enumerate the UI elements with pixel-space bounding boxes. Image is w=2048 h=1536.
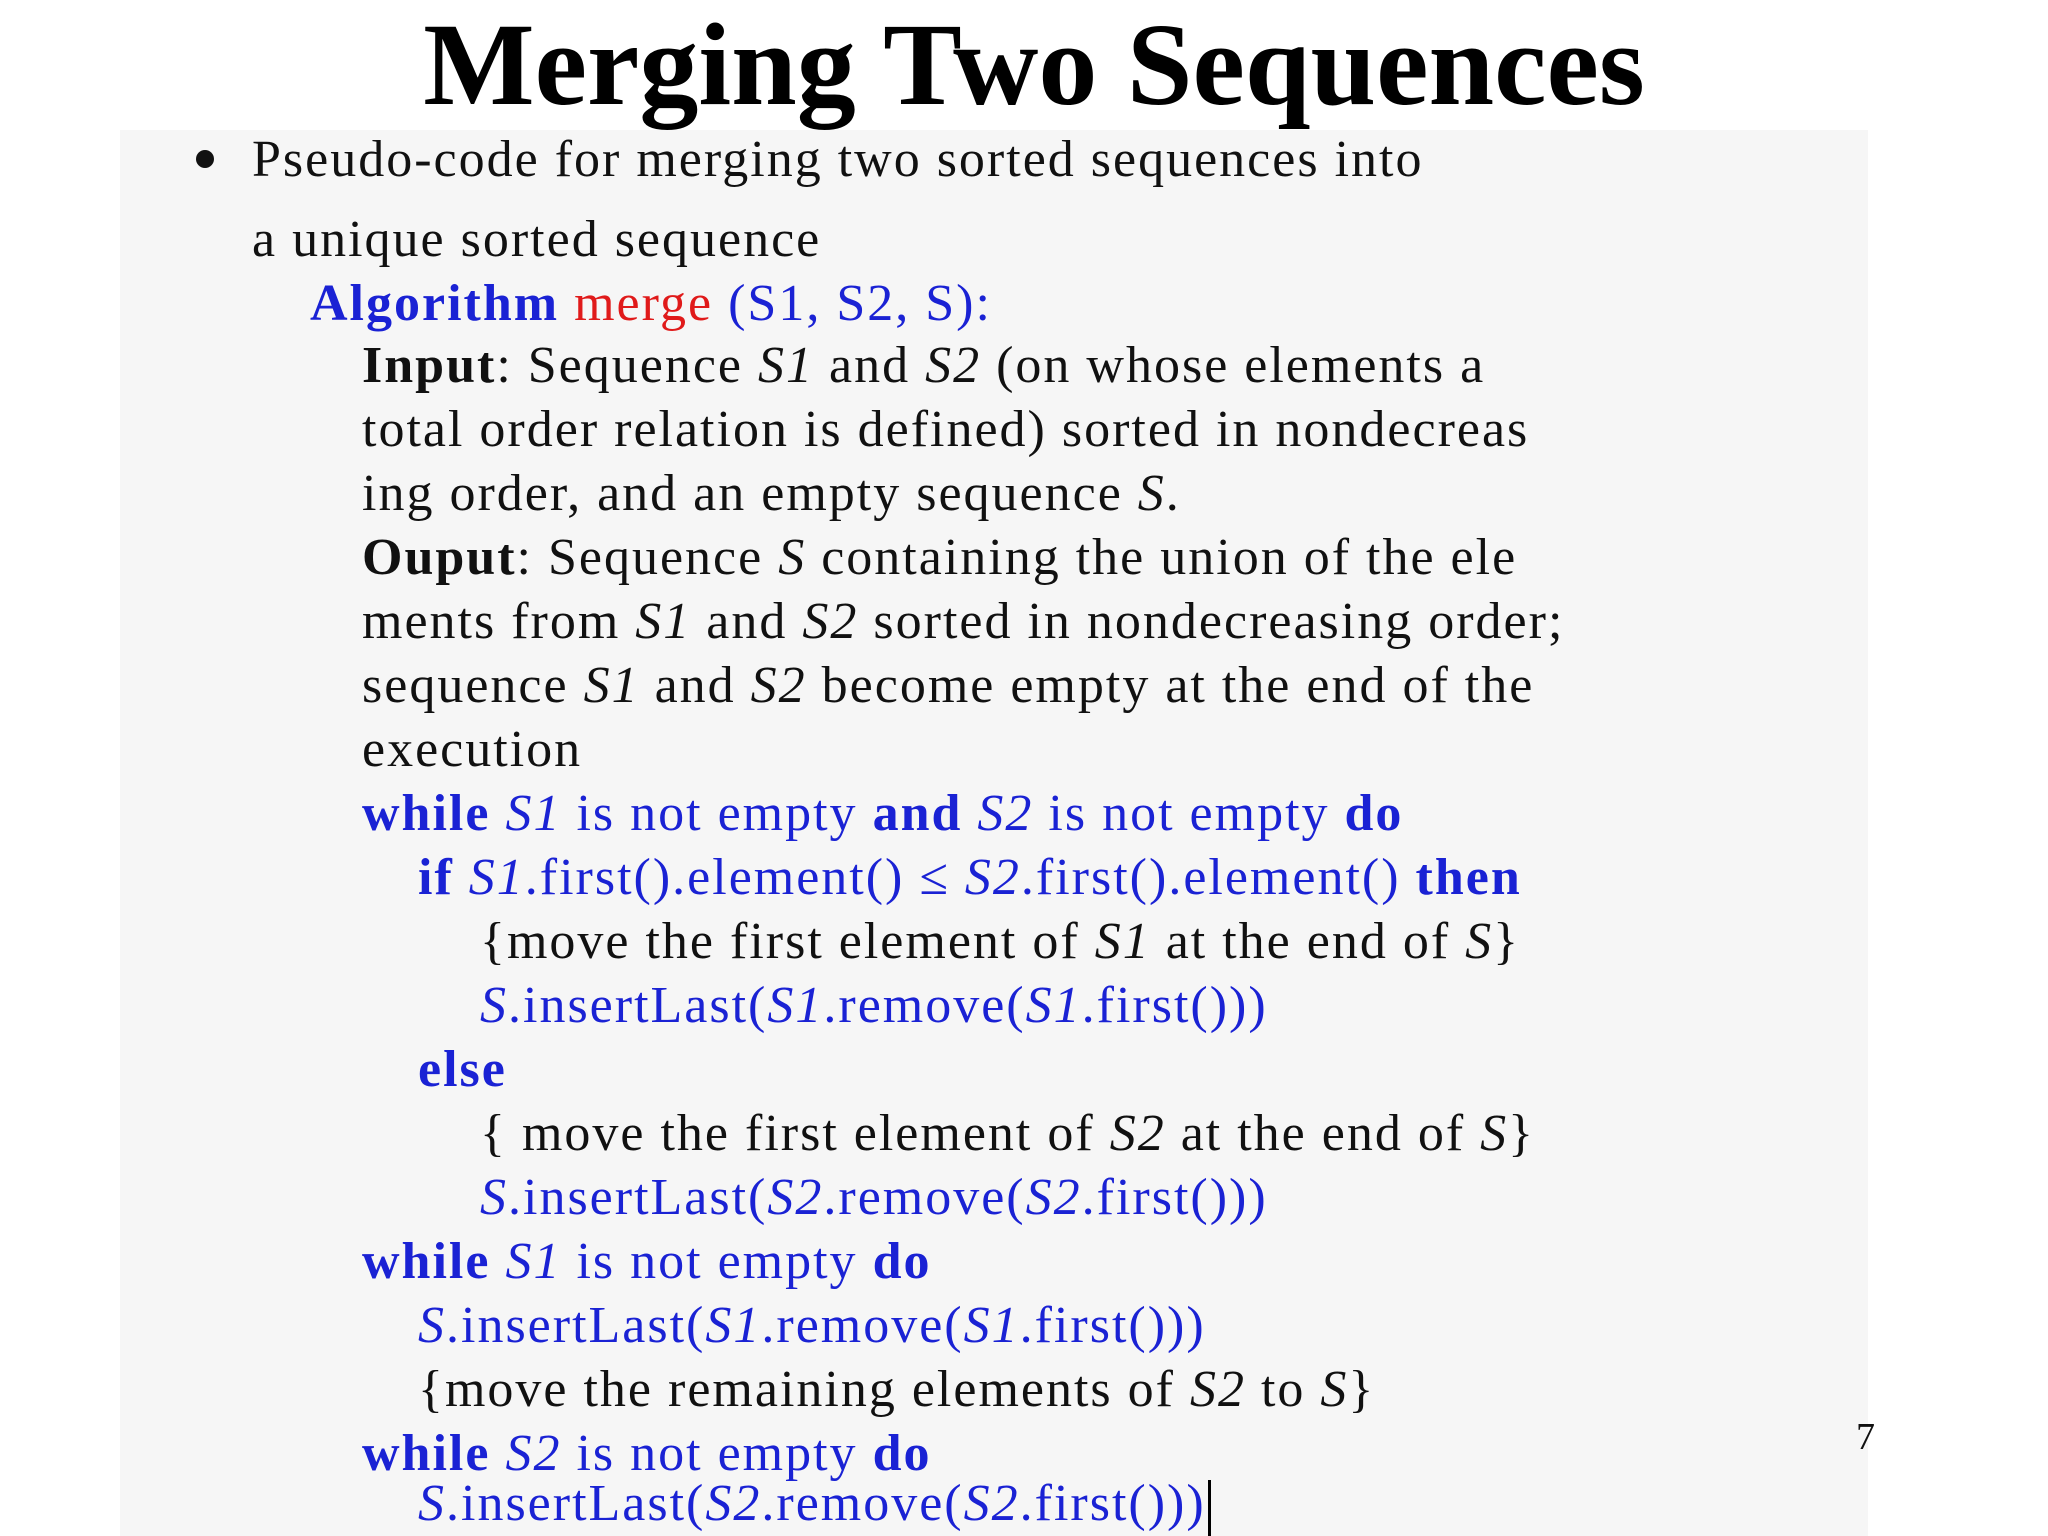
code-line-while-both: while S1 is not empty and S2 is not empty do	[362, 785, 1404, 842]
code-line-else: else	[418, 1041, 507, 1098]
code-line-insert-s1-a: S.insertLast(S1.remove(S1.first()))	[480, 977, 1268, 1034]
output-line-1: Ouput: Sequence S containing the union of the ele	[362, 529, 1518, 586]
page-title: Merging Two Sequences	[423, 0, 1645, 130]
code-line-while-s2: while S2 is not empty do	[362, 1425, 932, 1482]
code-line-if: if S1.first().element() ≤ S2.first().element() then	[418, 849, 1522, 906]
bullet-point	[196, 150, 214, 168]
code-comment-3: {move the remaining elements of S2 to S}	[418, 1361, 1376, 1418]
algorithm-params: (S1, S2, S):	[728, 275, 992, 332]
code-comment-2: { move the first element of S2 at the end of S}	[480, 1105, 1536, 1162]
input-line-1: Input: Sequence S1 and S2 (on whose elements a	[362, 337, 1486, 394]
intro-line-2: a unique sorted sequence	[252, 211, 822, 268]
page-number: 7	[1856, 1416, 1875, 1458]
code-line-insert-s1-b: S.insertLast(S1.remove(S1.first()))	[418, 1297, 1206, 1354]
code-comment-1: {move the first element of S1 at the end of S}	[480, 913, 1521, 970]
code-line-insert-s2-b: S.insertLast(S2.remove(S2.first()))	[418, 1472, 1211, 1536]
output-line-4: execution	[362, 721, 583, 778]
output-line-3: sequence S1 and S2 become empty at the end of the	[362, 657, 1535, 714]
algorithm-header	[310, 272, 992, 336]
text-cursor	[1208, 1480, 1211, 1536]
intro-line-1: Pseudo-code for merging two sorted sequences into	[252, 131, 1424, 188]
output-line-2: ments from S1 and S2 sorted in nondecreasing order;	[362, 593, 1565, 650]
algorithm-keyword: Algorithm	[310, 275, 560, 332]
code-line-insert-s2-a: S.insertLast(S2.remove(S2.first()))	[480, 1169, 1268, 1226]
algorithm-name: merge	[574, 275, 714, 332]
code-line-while-s1: while S1 is not empty do	[362, 1233, 932, 1290]
input-line-2: total order relation is defined) sorted in nondecreas	[362, 401, 1530, 458]
input-line-3: ing order, and an empty sequence S.	[362, 465, 1181, 522]
